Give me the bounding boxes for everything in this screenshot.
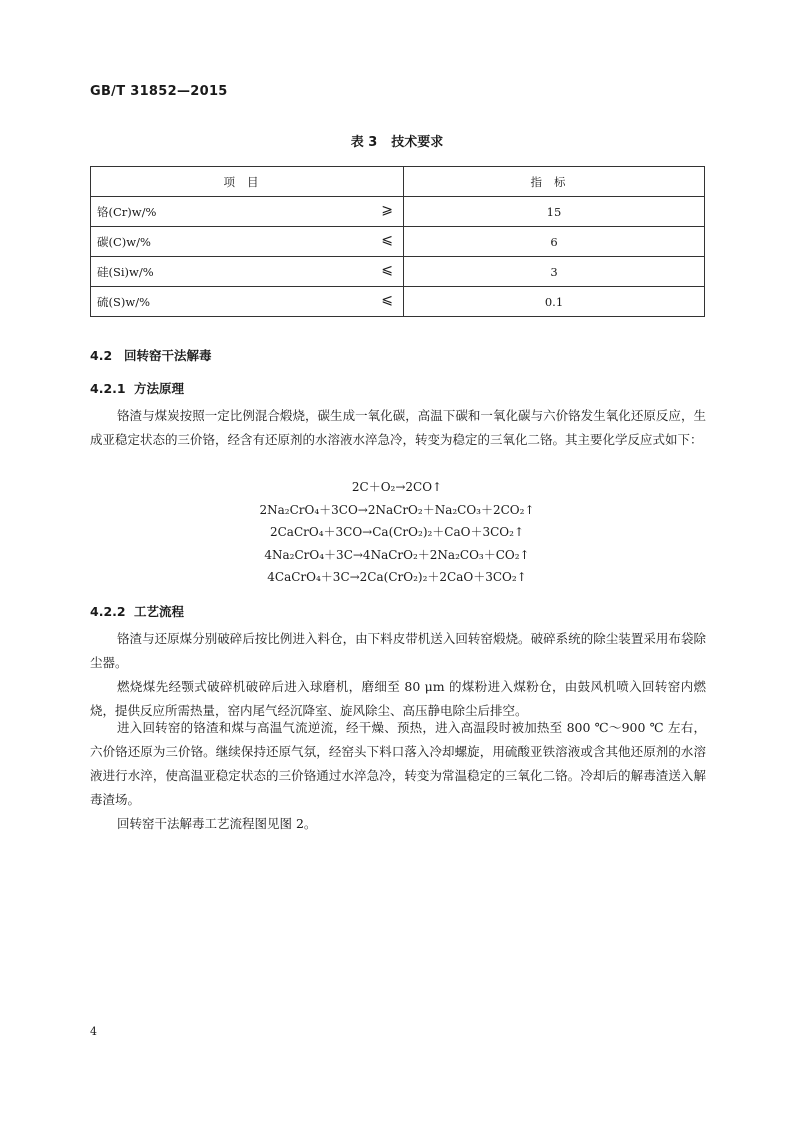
row-value: 0.1 xyxy=(404,287,705,317)
row-item-name: 硫(S)w/% xyxy=(97,295,150,309)
section-title: 回转窑干法解毒 xyxy=(124,348,212,363)
section-title: 方法原理 xyxy=(134,381,185,396)
row-value: 15 xyxy=(404,197,705,227)
equation: 2C＋O₂→2CO↑ xyxy=(351,480,443,494)
row-comparator: ⩽ xyxy=(381,292,393,308)
table-caption xyxy=(0,131,794,150)
table-row xyxy=(91,257,705,287)
reaction-equations xyxy=(0,476,794,589)
table-row xyxy=(91,287,705,317)
equation: 2Na₂CrO₄＋3CO→2NaCrO₂＋Na₂CO₃＋2CO₂↑ xyxy=(259,502,535,517)
section-heading-4-2-1 xyxy=(90,379,184,397)
row-comparator: ⩽ xyxy=(381,262,393,278)
section-number: 4.2.1 xyxy=(90,381,126,396)
row-comparator: ⩾ xyxy=(381,202,393,218)
page-number: 4 xyxy=(90,1025,97,1038)
table-caption-number: 表 3 xyxy=(350,135,378,150)
section-heading-4-2 xyxy=(90,346,212,364)
section-number: 4.2 xyxy=(90,348,113,363)
row-comparator: ⩽ xyxy=(381,232,393,248)
row-item-name: 铬(Cr)w/% xyxy=(97,205,157,219)
table-header-row xyxy=(91,167,705,197)
process-paragraph: 回转窑干法解毒工艺流程图见图 2。 xyxy=(117,816,317,831)
row-item-name: 碳(C)w/% xyxy=(97,235,151,249)
process-paragraph: 进入回转窑的铬渣和煤与高温气流逆流，经干燥、预热，进入高温段时被加热至 800 ℃～900 ℃ 左右，六价铬还原为三价铬。继续保持还原气氛，经窑头下料口落入冷却螺旋，用硫酸亚铁溶液或含其他还原剂的水溶液进行水淬，使高温亚稳定状态的三价铬通过水淬急冷，转变为常温稳定的三氧化二铬。冷却后的解毒渣送入解毒渣场。 xyxy=(90,720,706,807)
section-number: 4.2.2 xyxy=(90,604,126,619)
column-header-value: 指标 xyxy=(404,167,705,197)
process-paragraph: 燃烧煤先经颚式破碎机破碎后进入球磨机，磨细至 80 μm 的煤粉进入煤粉仓，由鼓风机喷入回转窑内燃烧，提供反应所需热量，窑内尾气经沉降室、旋风除尘、高压静电除尘后排空。 xyxy=(90,679,706,718)
technical-requirements-table xyxy=(90,166,705,317)
row-item-name: 硅(Si)w/% xyxy=(97,265,154,279)
row-value: 3 xyxy=(404,257,705,287)
section-heading-4-2-2 xyxy=(90,602,184,620)
equation: 4Na₂CrO₄＋3C→4NaCrO₂＋2Na₂CO₃＋CO₂↑ xyxy=(264,547,530,562)
equation: 4CaCrO₄＋3C→2Ca(CrO₂)₂＋2CaO＋3CO₂↑ xyxy=(267,570,527,584)
standard-id: GB/T 31852—2015 xyxy=(90,84,228,99)
process-paragraph: 铬渣与还原煤分别破碎后按比例进入料仓，由下料皮带机送入回转窑煅烧。破碎系统的除尘装置采用布袋除尘器。 xyxy=(90,631,706,670)
table-row xyxy=(91,197,705,227)
principle-paragraph: 铬渣与煤炭按照一定比例混合煅烧，碳生成一氧化碳，高温下碳和一氧化碳与六价铬发生氧化还原反应，生成亚稳定状态的三价铬，经含有还原剂的水溶液水淬急冷，转变为稳定的三氧化二铬。其主要化学反应式如下： xyxy=(90,408,706,447)
column-header-item: 项目 xyxy=(91,167,404,197)
equation: 2CaCrO₄＋3CO→Ca(CrO₂)₂＋CaO＋3CO₂↑ xyxy=(269,525,525,539)
section-title: 工艺流程 xyxy=(134,604,185,619)
table-row xyxy=(91,227,705,257)
row-value: 6 xyxy=(404,227,705,257)
table-caption-title: 技术要求 xyxy=(391,135,444,150)
